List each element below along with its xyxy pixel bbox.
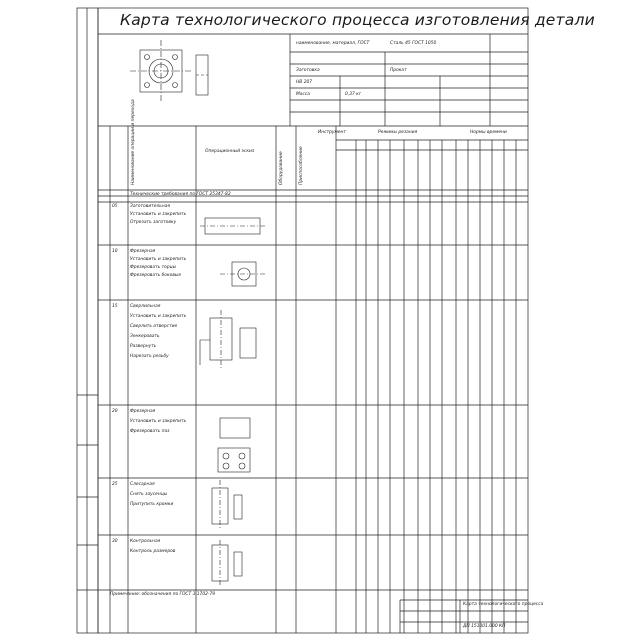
section-note: Технические требования по ГОСТ 25347-82 xyxy=(130,192,231,197)
mass-label: Масса xyxy=(296,92,310,97)
hardness-label: HB 207 xyxy=(296,80,313,85)
op-number: 05 xyxy=(112,204,118,209)
blank-label: Заготовка xyxy=(296,68,320,73)
col-operation-name: Наименование операции и перехода xyxy=(131,99,136,185)
col-instrument: Инструмент xyxy=(318,130,346,135)
col-operation-sketch: Операционный эскиз xyxy=(205,149,255,154)
doc-code: ДП 151001.000 КП xyxy=(463,624,506,629)
op-number: 30 xyxy=(112,539,118,544)
material-value: Сталь 45 ГОСТ 1050 xyxy=(390,41,437,46)
col-cutting-modes: Режимы резания xyxy=(378,130,418,135)
op-number: 20 xyxy=(112,409,118,414)
col-equipment: Оборудование xyxy=(279,151,284,185)
op-step: Контроль размеров xyxy=(130,549,176,554)
op-step: Фрезеровать боковые xyxy=(130,273,182,278)
op-step: Притупить кромки xyxy=(130,502,174,507)
op-step: Снять заусенцы xyxy=(130,492,168,497)
op-step: Зенкеровать xyxy=(130,334,160,339)
op-step: Установить и закрепить xyxy=(130,419,187,424)
op-name: Слесарная xyxy=(130,482,155,487)
op-name: Фрезерная xyxy=(130,249,156,254)
op-step: Установить и закрепить xyxy=(130,314,187,319)
op-number: 25 xyxy=(112,482,118,487)
material-label: наименование, материал, ГОСТ xyxy=(296,41,370,46)
op-name: Контрольная xyxy=(130,539,161,544)
op-step: Развернуть xyxy=(130,344,157,349)
op-step: Отрезать заготовку xyxy=(130,220,177,225)
col-time-norms: Нормы времени xyxy=(470,130,507,135)
col-tooling: Приспособление xyxy=(299,146,304,185)
op-number: 10 xyxy=(112,249,118,254)
op-name: Сверлильная xyxy=(130,304,161,309)
footer-note: Примечание: обозначения по ГОСТ 3.1702-79 xyxy=(110,592,216,597)
op-step: Фрезеровать паз xyxy=(130,429,170,434)
op-name: Фрезерная xyxy=(130,409,156,414)
op-step: Фрезеровать торцы xyxy=(130,265,177,270)
op-name: Заготовительная xyxy=(130,204,171,209)
op-step: Установить и закрепить xyxy=(130,212,187,217)
blank-value: Прокат xyxy=(390,68,407,73)
op-step: Установить и закрепить xyxy=(130,257,187,262)
page-title: Карта технологического процесса изготовления детали xyxy=(120,11,595,29)
op-step: Сверлить отверстие xyxy=(130,324,178,329)
op-step: Нарезать резьбу xyxy=(130,354,169,359)
op-number: 15 xyxy=(112,304,118,309)
stamp-title: Карта технологического процесса xyxy=(463,602,544,607)
mass-value: 0,37 кг xyxy=(345,92,362,97)
